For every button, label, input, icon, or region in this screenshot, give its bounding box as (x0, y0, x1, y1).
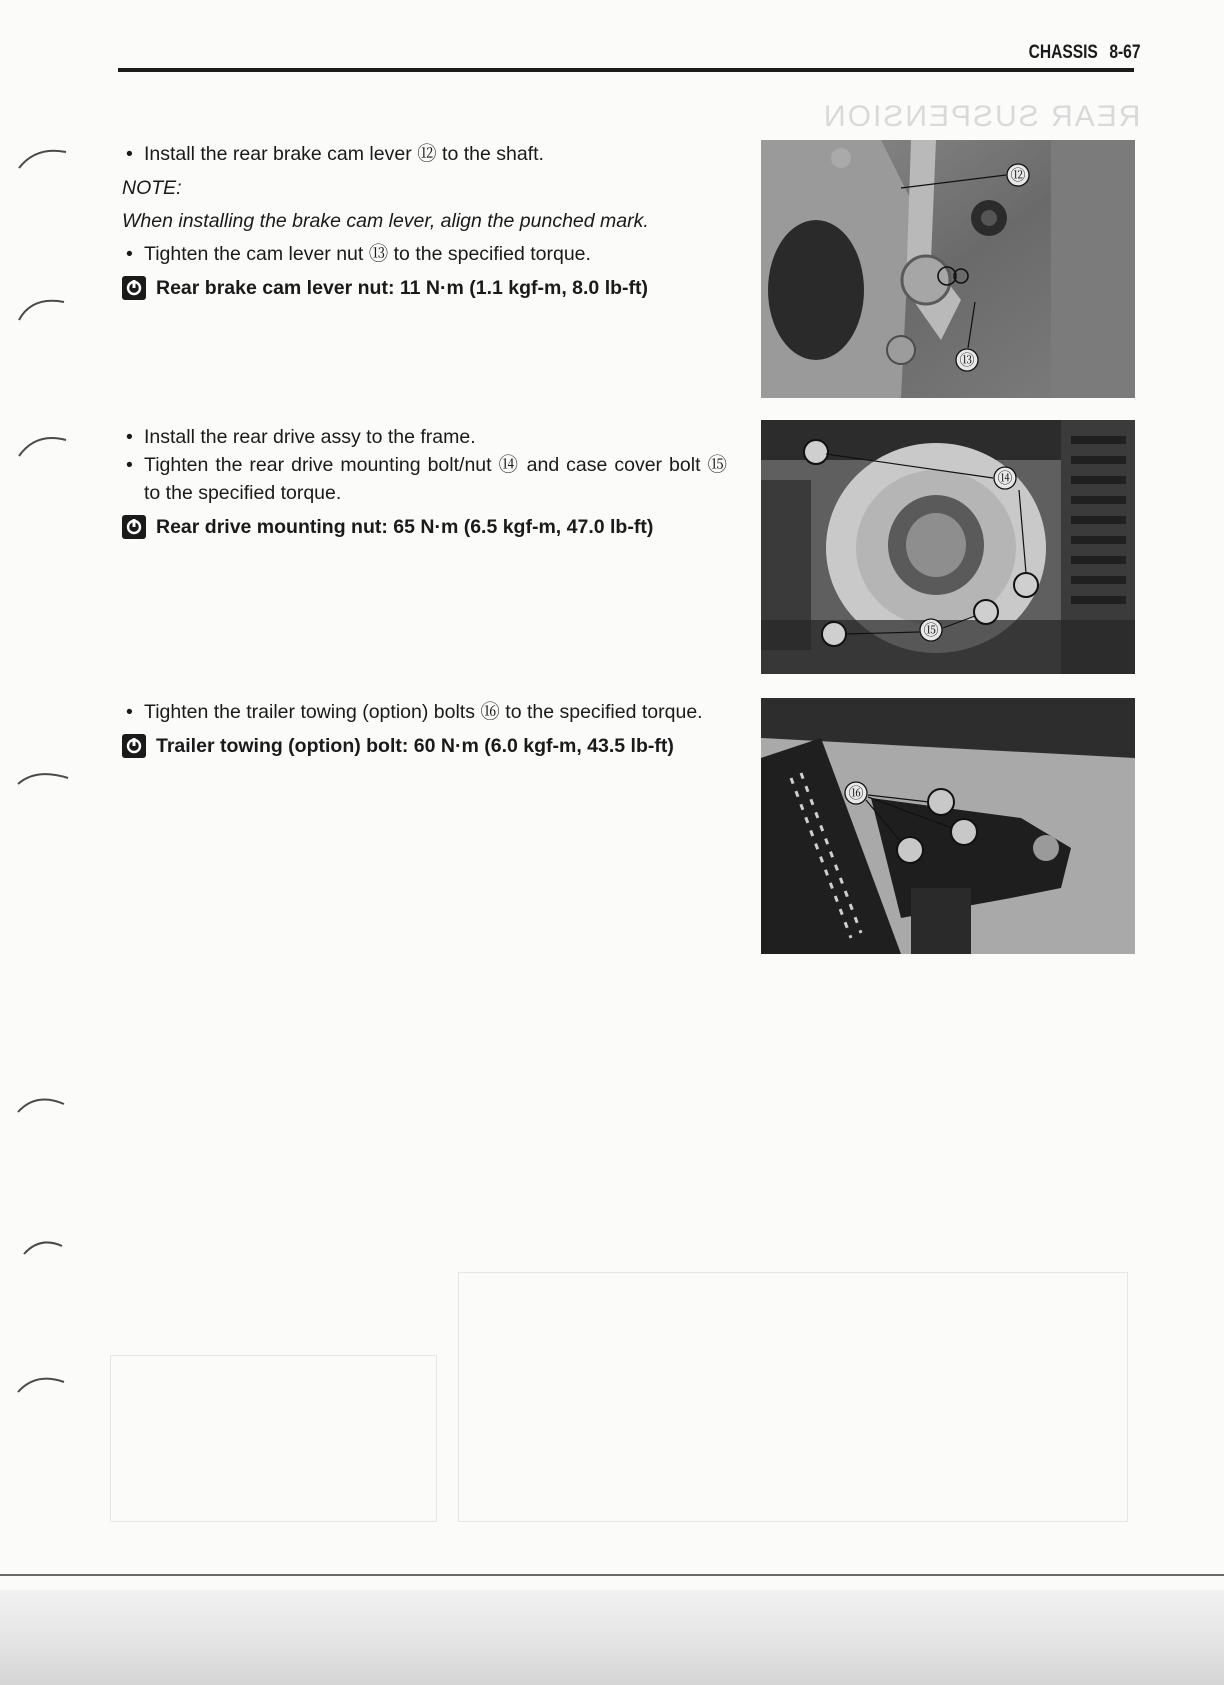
photo-brake-cam-lever (761, 140, 1135, 398)
page-bottom-edge (0, 1574, 1224, 1576)
torque-spec (122, 732, 727, 760)
bleed-through-table-left (110, 1355, 437, 1522)
bleed-through-title: REAR SUSPENSION (821, 100, 1140, 133)
torque-spec-text: Rear brake cam lever nut: 11 N·m (1.1 kgf-m, 8.0 lb-ft) (156, 277, 648, 299)
step-trailer-towing (122, 698, 727, 760)
instruction-bullet: • Install the rear brake cam lever ⑫ to the shaft. (122, 140, 727, 168)
photo-trailer-towing (761, 698, 1135, 954)
torque-spec (122, 513, 727, 541)
photo-rear-drive (761, 420, 1135, 674)
callout-13: ⑬ (959, 351, 975, 369)
page-number: 8-67 (1108, 42, 1140, 63)
note-label: NOTE: (122, 177, 182, 199)
torque-wrench-icon (122, 276, 146, 300)
torque-spec-text: Trailer towing (option) bolt: 60 N·m (6.0 kgf-m, 43.5 lb-ft) (156, 735, 674, 757)
instruction-bullet: • Tighten the rear drive mounting bolt/nut ⑭ and case cover bolt ⑮ to the specified torque. (122, 451, 727, 507)
instruction-bullet: • Install the rear drive assy to the frame. (122, 423, 727, 451)
note-text: When installing the brake cam lever, align the punched mark. (122, 210, 649, 232)
binding-hole-mark (14, 1366, 74, 1400)
step-rear-drive (122, 423, 727, 541)
binding-hole-mark (14, 140, 74, 174)
torque-wrench-icon (122, 515, 146, 539)
instruction-bullet: • Tighten the cam lever nut ⑬ to the specified torque. (122, 240, 727, 268)
callout-12: ⑫ (1010, 166, 1026, 184)
bleed-through-table-right (458, 1272, 1128, 1522)
header-rule (118, 68, 1134, 72)
binding-hole-mark (14, 1086, 74, 1120)
binding-hole-mark (14, 1228, 74, 1262)
scan-shadow (0, 1590, 1224, 1685)
binding-hole-mark (14, 760, 74, 794)
step-cam-lever (122, 140, 727, 302)
binding-hole-mark (14, 290, 74, 324)
instruction-bullet: • Tighten the trailer towing (option) bolts ⑯ to the specified torque. (122, 698, 727, 726)
torque-spec-text: Rear drive mounting nut: 65 N·m (6.5 kgf-m, 47.0 lb-ft) (156, 516, 654, 538)
page-header (1028, 42, 1140, 64)
callout-16: ⑯ (848, 784, 864, 802)
callout-14: ⑭ (997, 469, 1013, 487)
binding-hole-mark (14, 426, 74, 460)
callout-15: ⑮ (923, 621, 939, 639)
torque-wrench-icon (122, 734, 146, 758)
torque-spec (122, 274, 727, 302)
section-title: CHASSIS (1028, 42, 1098, 63)
